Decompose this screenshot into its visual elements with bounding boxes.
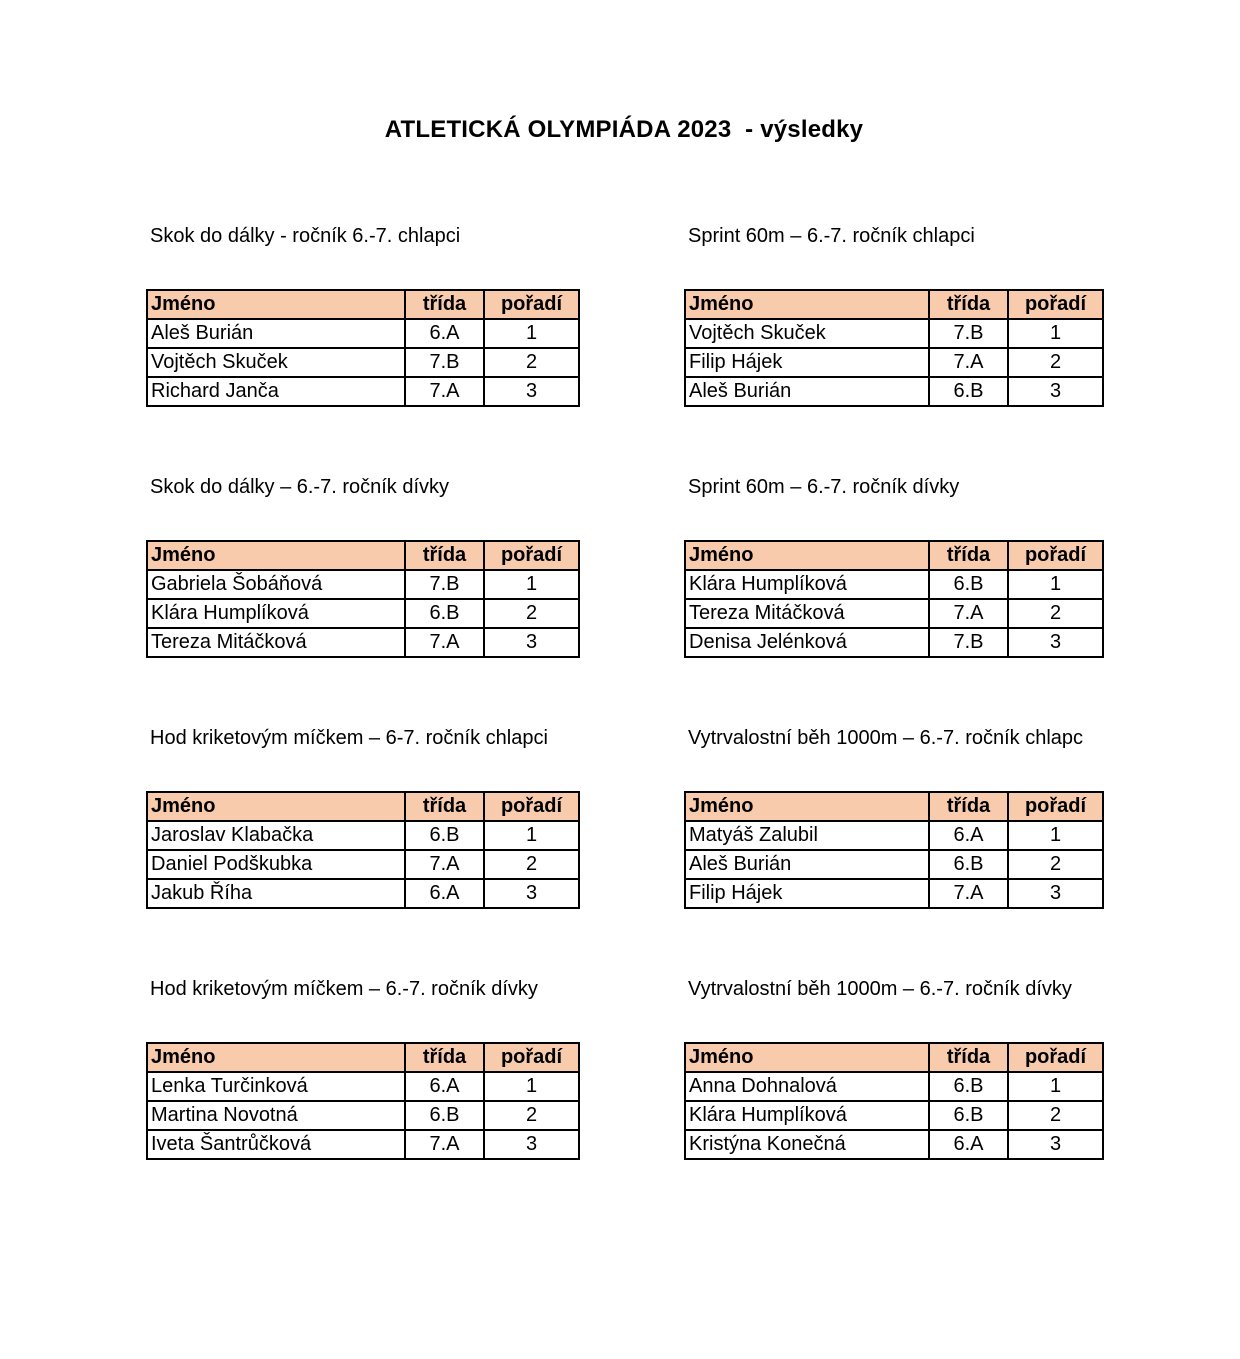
- results-section: [684, 476, 1104, 658]
- section-title: Vytrvalostní běh 1000m – 6.-7. ročník chlapc: [688, 727, 1084, 749]
- athlete-name: Klára Humplíková: [685, 1101, 929, 1130]
- column-header-rank: pořadí: [484, 541, 579, 570]
- table-row: [685, 879, 1103, 908]
- athlete-name: Klára Humplíková: [147, 599, 405, 628]
- table-header-row: [685, 792, 1103, 821]
- column-header-class: třída: [929, 1043, 1008, 1072]
- athlete-name: Richard Janča: [147, 377, 405, 406]
- athlete-rank: 2: [484, 599, 579, 628]
- athlete-rank: 1: [1008, 570, 1103, 599]
- column-header-name: Jméno: [685, 792, 929, 821]
- section-title: Sprint 60m – 6.-7. ročník dívky: [688, 476, 960, 498]
- results-section: [146, 727, 580, 909]
- athlete-rank: 1: [484, 319, 579, 348]
- results-table: [684, 791, 1104, 909]
- athlete-name: Jakub Říha: [147, 879, 405, 908]
- athlete-rank: 1: [1008, 821, 1103, 850]
- table-row: [147, 319, 579, 348]
- athlete-name: Lenka Turčinková: [147, 1072, 405, 1101]
- results-section: [146, 225, 580, 407]
- table-row: [147, 377, 579, 406]
- athlete-class: 6.B: [929, 850, 1008, 879]
- table-row: [147, 1072, 579, 1101]
- athlete-name: Iveta Šantrůčková: [147, 1130, 405, 1159]
- athlete-name: Tereza Mitáčková: [685, 599, 929, 628]
- athlete-class: 6.A: [405, 879, 484, 908]
- table-header-row: [685, 1043, 1103, 1072]
- table-row: [147, 348, 579, 377]
- section-title: Vytrvalostní běh 1000m – 6.-7. ročník dívky: [688, 978, 1072, 1000]
- athlete-name: Filip Hájek: [685, 348, 929, 377]
- results-section: [146, 476, 580, 658]
- results-section: [684, 727, 1104, 909]
- page-title: ATLETICKÁ OLYMPIÁDA 2023 - výsledky: [384, 116, 864, 143]
- athlete-name: Kristýna Konečná: [685, 1130, 929, 1159]
- results-table: [684, 1042, 1104, 1160]
- column-header-rank: pořadí: [1008, 290, 1103, 319]
- results-table: [146, 791, 580, 909]
- column-header-rank: pořadí: [1008, 792, 1103, 821]
- column-header-name: Jméno: [685, 1043, 929, 1072]
- athlete-class: 7.B: [405, 348, 484, 377]
- table-row: [147, 570, 579, 599]
- results-section: [684, 225, 1104, 407]
- table-header-row: [147, 1043, 579, 1072]
- table-row: [685, 570, 1103, 599]
- athlete-class: 6.A: [405, 1072, 484, 1101]
- section-title: Skok do dálky – 6.-7. ročník dívky: [150, 476, 450, 498]
- athlete-rank: 3: [1008, 879, 1103, 908]
- column-header-name: Jméno: [147, 1043, 405, 1072]
- column-header-name: Jméno: [147, 541, 405, 570]
- column-header-class: třída: [929, 792, 1008, 821]
- column-header-name: Jméno: [147, 290, 405, 319]
- athlete-name: Anna Dohnalová: [685, 1072, 929, 1101]
- athlete-rank: 3: [484, 1130, 579, 1159]
- athlete-name: Gabriela Šobáňová: [147, 570, 405, 599]
- athlete-class: 7.A: [405, 628, 484, 657]
- athlete-rank: 1: [1008, 319, 1103, 348]
- athlete-class: 6.B: [929, 377, 1008, 406]
- table-header-row: [685, 541, 1103, 570]
- athlete-rank: 3: [1008, 377, 1103, 406]
- athlete-class: 6.A: [929, 1130, 1008, 1159]
- athlete-name: Tereza Mitáčková: [147, 628, 405, 657]
- table-row: [147, 879, 579, 908]
- athlete-class: 6.B: [929, 570, 1008, 599]
- athlete-name: Daniel Podškubka: [147, 850, 405, 879]
- athlete-rank: 2: [484, 850, 579, 879]
- column-header-class: třída: [929, 290, 1008, 319]
- athlete-rank: 2: [1008, 850, 1103, 879]
- section-title: Hod kriketovým míčkem – 6.-7. ročník dívky: [150, 978, 538, 1000]
- athlete-class: 6.B: [405, 599, 484, 628]
- athlete-class: 7.A: [929, 879, 1008, 908]
- column-header-class: třída: [405, 541, 484, 570]
- table-header-row: [685, 290, 1103, 319]
- table-row: [685, 1072, 1103, 1101]
- table-row: [685, 1101, 1103, 1130]
- table-header-row: [147, 792, 579, 821]
- athlete-name: Aleš Burián: [147, 319, 405, 348]
- athlete-name: Matyáš Zalubil: [685, 821, 929, 850]
- athlete-name: Klára Humplíková: [685, 570, 929, 599]
- table-row: [685, 348, 1103, 377]
- athlete-class: 7.A: [405, 1130, 484, 1159]
- section-title: Hod kriketovým míčkem – 6-7. ročník chlapci: [150, 727, 548, 749]
- athlete-class: 7.A: [929, 348, 1008, 377]
- table-row: [685, 599, 1103, 628]
- athlete-class: 7.A: [405, 850, 484, 879]
- athlete-class: 7.B: [929, 628, 1008, 657]
- table-row: [147, 850, 579, 879]
- athlete-class: 7.B: [405, 570, 484, 599]
- athlete-class: 7.A: [405, 377, 484, 406]
- athlete-rank: 3: [1008, 628, 1103, 657]
- table-row: [147, 821, 579, 850]
- athlete-class: 6.B: [929, 1072, 1008, 1101]
- results-table: [146, 289, 580, 407]
- athlete-rank: 2: [1008, 348, 1103, 377]
- results-section: [684, 978, 1104, 1160]
- table-row: [685, 377, 1103, 406]
- column-header-rank: pořadí: [484, 290, 579, 319]
- table-row: [147, 628, 579, 657]
- athlete-name: Aleš Burián: [685, 850, 929, 879]
- athlete-class: 6.B: [929, 1101, 1008, 1130]
- column-header-name: Jméno: [685, 541, 929, 570]
- column-header-class: třída: [405, 792, 484, 821]
- results-table: [146, 540, 580, 658]
- table-row: [147, 599, 579, 628]
- athlete-class: 6.A: [929, 821, 1008, 850]
- athlete-name: Denisa Jelénková: [685, 628, 929, 657]
- column-header-rank: pořadí: [484, 1043, 579, 1072]
- athlete-rank: 3: [484, 377, 579, 406]
- athlete-name: Aleš Burián: [685, 377, 929, 406]
- athlete-rank: 3: [1008, 1130, 1103, 1159]
- athlete-rank: 2: [484, 348, 579, 377]
- athlete-rank: 2: [484, 1101, 579, 1130]
- athlete-rank: 2: [1008, 1101, 1103, 1130]
- column-header-rank: pořadí: [1008, 1043, 1103, 1072]
- results-section: [146, 978, 580, 1160]
- results-table: [684, 289, 1104, 407]
- column-header-name: Jméno: [147, 792, 405, 821]
- column-header-rank: pořadí: [484, 792, 579, 821]
- athlete-rank: 3: [484, 879, 579, 908]
- results-table: [146, 1042, 580, 1160]
- athlete-class: 6.A: [405, 319, 484, 348]
- athlete-name: Vojtěch Skuček: [685, 319, 929, 348]
- table-header-row: [147, 541, 579, 570]
- athlete-class: 6.B: [405, 1101, 484, 1130]
- section-title: Skok do dálky - ročník 6.-7. chlapci: [150, 225, 461, 247]
- table-row: [685, 628, 1103, 657]
- athlete-class: 7.B: [929, 319, 1008, 348]
- section-title: Sprint 60m – 6.-7. ročník chlapci: [688, 225, 975, 247]
- athlete-rank: 1: [484, 570, 579, 599]
- table-row: [685, 850, 1103, 879]
- athlete-class: 6.B: [405, 821, 484, 850]
- column-header-class: třída: [405, 290, 484, 319]
- athlete-class: 7.A: [929, 599, 1008, 628]
- athlete-name: Filip Hájek: [685, 879, 929, 908]
- results-table: [684, 540, 1104, 658]
- athlete-rank: 1: [484, 821, 579, 850]
- athlete-name: Vojtěch Skuček: [147, 348, 405, 377]
- column-header-class: třída: [929, 541, 1008, 570]
- table-header-row: [147, 290, 579, 319]
- table-row: [147, 1130, 579, 1159]
- table-row: [685, 1130, 1103, 1159]
- athlete-name: Jaroslav Klabačka: [147, 821, 405, 850]
- column-header-name: Jméno: [685, 290, 929, 319]
- table-row: [685, 319, 1103, 348]
- column-header-class: třída: [405, 1043, 484, 1072]
- column-header-rank: pořadí: [1008, 541, 1103, 570]
- athlete-rank: 1: [484, 1072, 579, 1101]
- athlete-rank: 1: [1008, 1072, 1103, 1101]
- athlete-name: Martina Novotná: [147, 1101, 405, 1130]
- table-row: [147, 1101, 579, 1130]
- athlete-rank: 3: [484, 628, 579, 657]
- athlete-rank: 2: [1008, 599, 1103, 628]
- table-row: [685, 821, 1103, 850]
